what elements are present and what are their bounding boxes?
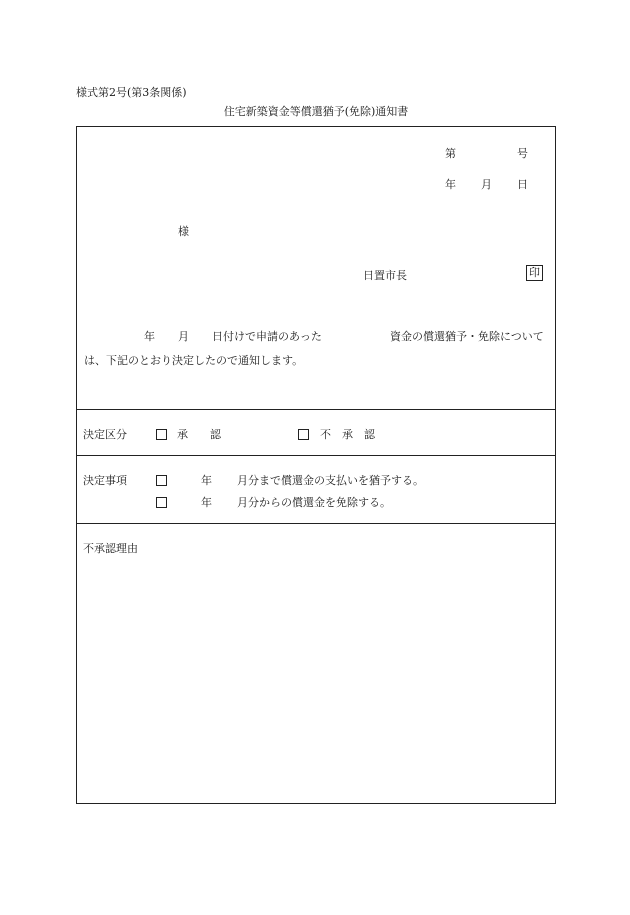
seal-mark: 印 — [526, 265, 543, 281]
recipient-suffix: 様 — [178, 225, 189, 238]
number-suffix: 号 — [517, 147, 528, 160]
body-phrase-1: 日付けで申請のあった — [212, 330, 322, 343]
issuer-name: 日置市長 — [363, 269, 407, 282]
approve-label: 承 認 — [177, 428, 221, 441]
divider-3 — [77, 523, 555, 524]
divider-2 — [77, 455, 555, 456]
body-phrase-2: 資金の償還猶予・免除について — [390, 330, 544, 343]
divider-1 — [77, 409, 555, 410]
page-title: 住宅新築資金等償還猶予(免除)通知書 — [223, 105, 409, 118]
exempt-year: 年 — [201, 496, 212, 509]
reason-label: 不承認理由 — [83, 542, 138, 555]
body-year: 年 — [144, 330, 155, 343]
approve-checkbox[interactable] — [156, 429, 167, 440]
form-box — [76, 126, 556, 804]
body-month: 月 — [178, 330, 189, 343]
reject-label: 不 承 認 — [320, 428, 375, 441]
form-id: 様式第2号(第3条関係) — [76, 86, 187, 99]
defer-checkbox[interactable] — [156, 475, 167, 486]
decision-label: 決定区分 — [83, 428, 127, 441]
date-day: 日 — [517, 178, 528, 191]
number-prefix: 第 — [445, 147, 456, 160]
date-month: 月 — [481, 178, 492, 191]
defer-year: 年 — [201, 474, 212, 487]
body-line-2: は、下記のとおり決定したので通知します。 — [84, 354, 304, 367]
defer-text: 月分まで償還金の支払いを猶予する。 — [237, 474, 424, 487]
exempt-checkbox[interactable] — [156, 497, 167, 508]
matters-label: 決定事項 — [83, 474, 127, 487]
exempt-text: 月分からの償還金を免除する。 — [237, 496, 391, 509]
reject-checkbox[interactable] — [298, 429, 309, 440]
date-year: 年 — [445, 178, 456, 191]
